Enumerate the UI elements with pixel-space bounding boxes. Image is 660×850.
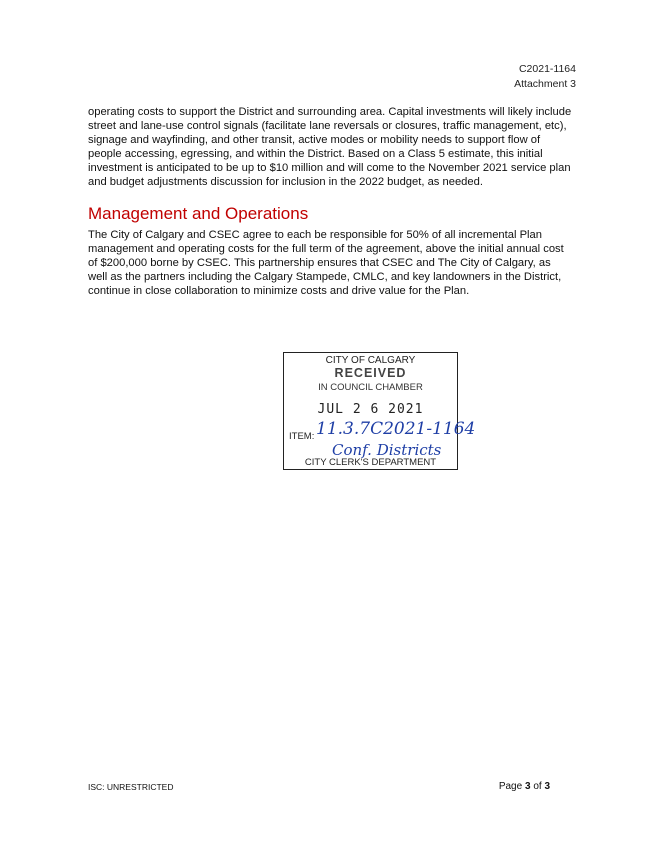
- page-total: 3: [544, 781, 550, 792]
- security-classification: ISC: UNRESTRICTED: [88, 782, 174, 792]
- attachment-label: Attachment 3: [514, 78, 576, 90]
- stamp-department: CITY CLERK'S DEPARTMENT: [304, 457, 437, 468]
- body-paragraph-2: The City of Calgary and CSEC agree to each be responsible for 50% of all incremental Plan management and operating costs for the full term of the agreement, above the initial annual cost of $200,000 borne by CSEC. This partnership ensures that CSEC and The City of Calgary, as well as the partners including the Calgary Stampede, CMLC, and key landowners in the District, continue in close collaboration to minimize costs and drive value for the Plan.: [88, 229, 564, 297]
- stamp-received: RECEIVED: [334, 366, 407, 380]
- page-word: Page: [498, 781, 523, 792]
- stamp-item-label: ITEM:: [289, 431, 315, 442]
- document-reference: [514, 62, 576, 92]
- stamp-date: JUL 2 6 2021: [317, 402, 424, 417]
- section-heading: Management and Operations: [88, 204, 309, 223]
- document-number: C2021-1164: [518, 63, 576, 75]
- handwritten-note: Conf. Districts: [332, 441, 442, 459]
- page-of: of: [533, 781, 542, 792]
- page-current: 3: [524, 781, 531, 792]
- body-paragraph-1: operating costs to support the District and surrounding area. Capital investments will likely include street and lane-use control signals (facilitate lane reversals or closures, traffic management, etc), signage and wayfinding, and other transit, active modes or mobility needs to support flow of people accessing, egressing, and within the District. Based on a Class 5 estimate, this initial investment is anticipated to be up to $10 million and will come to the November 2021 service plan and budget adjustments discussion for inclusion in the 2022 budget, as needed.: [88, 106, 572, 188]
- stamp-city: CITY OF CALGARY: [325, 355, 416, 366]
- received-stamp: [283, 352, 476, 470]
- handwritten-item-number: 11.3.7C2021-1164: [316, 419, 476, 439]
- stamp-chamber: IN COUNCIL CHAMBER: [318, 382, 423, 393]
- page-number: [499, 781, 550, 792]
